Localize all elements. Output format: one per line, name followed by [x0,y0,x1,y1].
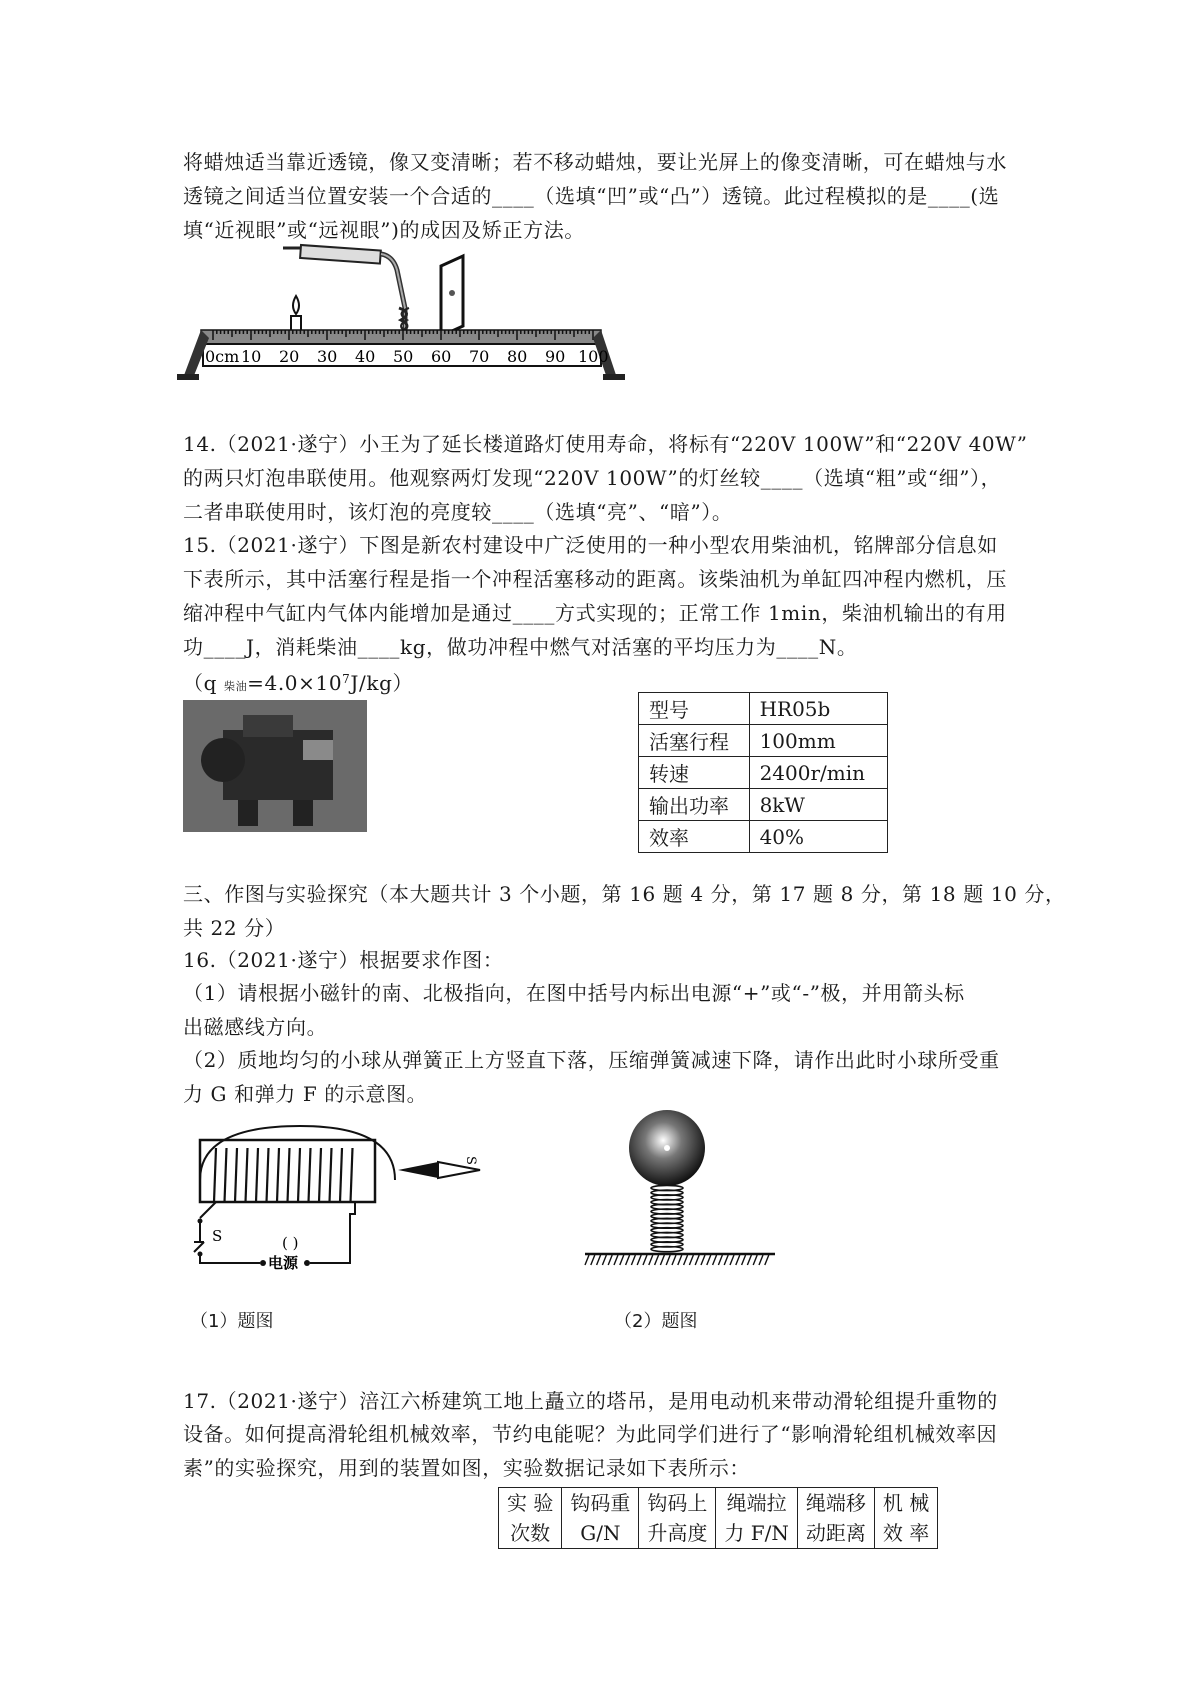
spec-value-cell: 40% [749,821,887,853]
specs-row [639,757,888,789]
switch-label: S [212,1227,223,1245]
ball-spring-figure [585,1108,785,1278]
pulley-header-text: 绳端移 [805,1491,866,1515]
pulley-header-text: 升高度 [647,1521,708,1545]
ruler-tick-label: 80 [507,347,528,366]
pulley-header-cell [874,1488,937,1549]
q14-line-2: 的两只灯泡串联使用。他观察两灯发现“220V 100W”的灯丝较____（选填“粗”或“细”）， [183,466,1002,490]
ruler-tick-label: 100 [578,347,609,366]
power-polarity-bracket: ( ) [282,1234,299,1252]
pulley-header-text: 钩码上 [647,1491,708,1515]
q16-line-4: （2）质地均匀的小球从弹簧正上方竖直下落，压缩弹簧减速下降，请作出此时小球所受重 [183,1048,1000,1072]
spec-label-cell: 效率 [639,821,750,853]
ruler-tick-label: 40 [355,347,376,366]
pulley-header-cell [797,1488,874,1549]
specs-row [639,725,888,757]
ruler-tick-label: 60 [431,347,452,366]
q15-line-1: 15.（2021·遂宁）下图是新农村建设中广泛使用的一种小型农用柴油机，铭牌部分信息如 [183,533,998,557]
spec-label-cell: 型号 [639,693,750,725]
pulley-header-cell [716,1488,797,1549]
figure-2-caption: （2）题图 [614,1311,698,1332]
q16-line-3: 出磁感线方向。 [183,1015,328,1039]
q17-line-1: 17.（2021·遂宁）涪江六桥建筑工地上矗立的塔吊，是用电动机来带动滑轮组提升重物的 [183,1389,998,1413]
specs-row [639,693,888,725]
pulley-header-text: 绳端拉 [726,1491,787,1515]
ruler-tick-label: 70 [469,347,490,366]
q14-line-3: 二者串联使用时，该灯泡的亮度较____（选填“亮”、“暗”）。 [183,500,733,524]
spec-value-cell: 2400r/min [749,757,887,789]
figure-1-caption: （1）题图 [190,1311,274,1332]
ruler-unit-label: 0cm [205,347,240,366]
pulley-experiment-table [498,1487,938,1549]
spec-label-cell: 活塞行程 [639,725,750,757]
diesel-engine-photo [183,700,367,832]
ground-hatch [585,1255,769,1265]
spec-value-cell: 8kW [749,789,887,821]
specs-row [639,821,888,853]
q15-line-4: 功____J，消耗柴油____kg，做功冲程中燃气对活塞的平均压力为____N。 [183,635,858,659]
ruler-tick-label: 20 [279,347,300,366]
q15-line-3: 缩冲程中气缸内气体内能增加是通过____方式实现的；正常工作 1min，柴油机输出的有用 [183,601,1007,625]
pulley-header-text: 动距离 [805,1521,866,1545]
pulley-header-cell [562,1488,639,1549]
q17-line-3: 素”的实验探究，用到的装置如图，实验数据记录如下表所示： [183,1456,751,1480]
q13-line-1: 将蜡烛适当靠近透镜，像又变清晰；若不移动蜡烛，要让光屏上的像变清晰，可在蜡烛与水 [183,150,1007,174]
q16-line-5: 力 G 和弹力 F 的示意图。 [183,1082,428,1106]
power-source-label: 电源 [268,1254,299,1272]
pulley-header-text: 钩码重 [570,1491,631,1515]
diesel-specs-table [638,692,888,853]
pulley-header-text: 次数 [510,1521,551,1545]
q13-line-3: 填“近视眼”或“远视眼”)的成因及矫正方法。 [183,218,585,242]
specs-row [639,789,888,821]
q13-line-2: 透镜之间适当位置安装一个合适的____（选填“凹”或“凸”）透镜。此过程模拟的是____(选 [183,184,1000,208]
ruler-tick-label: 30 [317,347,338,366]
section-3-heading-line-1: 三、作图与实验探究（本大题共计 3 个小题，第 16 题 4 分，第 17 题 8 分，第 18 题 10 分， [183,882,1066,906]
q14-line-1: 14.（2021·遂宁）小王为了延长楼道路灯使用寿命，将标有“220V 100W”和“220V 40W” [183,432,1028,456]
q15-line-2: 下表所示，其中活塞行程是指一个冲程活塞移动的距离。该柴油机为单缸四冲程内燃机，压 [183,567,1007,591]
pulley-header-cell [639,1488,716,1549]
spec-label-cell: 转速 [639,757,750,789]
q17-line-2: 设备。如何提高滑轮组机械效率，节约电能呢？为此同学们进行了“影响滑轮组机械效率因 [183,1422,998,1446]
coil-windings [214,1148,353,1202]
optical-bench-figure [183,248,643,418]
ruler-tick-label: 10 [241,347,262,366]
spec-value-cell: HR05b [749,693,887,725]
q16-line-1: 16.（2021·遂宁）根据要求作图： [183,948,504,972]
pulley-header-text: 效 率 [882,1521,930,1545]
q16-line-2: （1）请根据小磁针的南、北极指向，在图中括号内标出电源“+”或“-”极，并用箭头标 [183,981,965,1005]
diesel-heat-value-formula: （q 柴油$=4.0\times 10^7J/kg$） [183,671,414,695]
pulley-header-text: 机 械 [882,1491,930,1515]
pulley-header-text: G/N [580,1521,621,1545]
spec-label-cell: 输出功率 [639,789,750,821]
spring-icon [651,1185,683,1251]
switch-icon [194,1219,204,1257]
spec-value-cell: 100mm [749,725,887,757]
section-3-heading-line-2: 共 22 分） [183,916,286,940]
pulley-header-text: 力 F/N [724,1521,789,1545]
solenoid-circuit-figure [180,1118,480,1272]
ruler-tick-label: 90 [545,347,566,366]
pulley-header-cell [499,1488,562,1549]
pulley-header-text: 实 验 [507,1491,554,1515]
ruler-tick-label: 50 [393,347,414,366]
needle-pole-label: S [463,1156,478,1165]
